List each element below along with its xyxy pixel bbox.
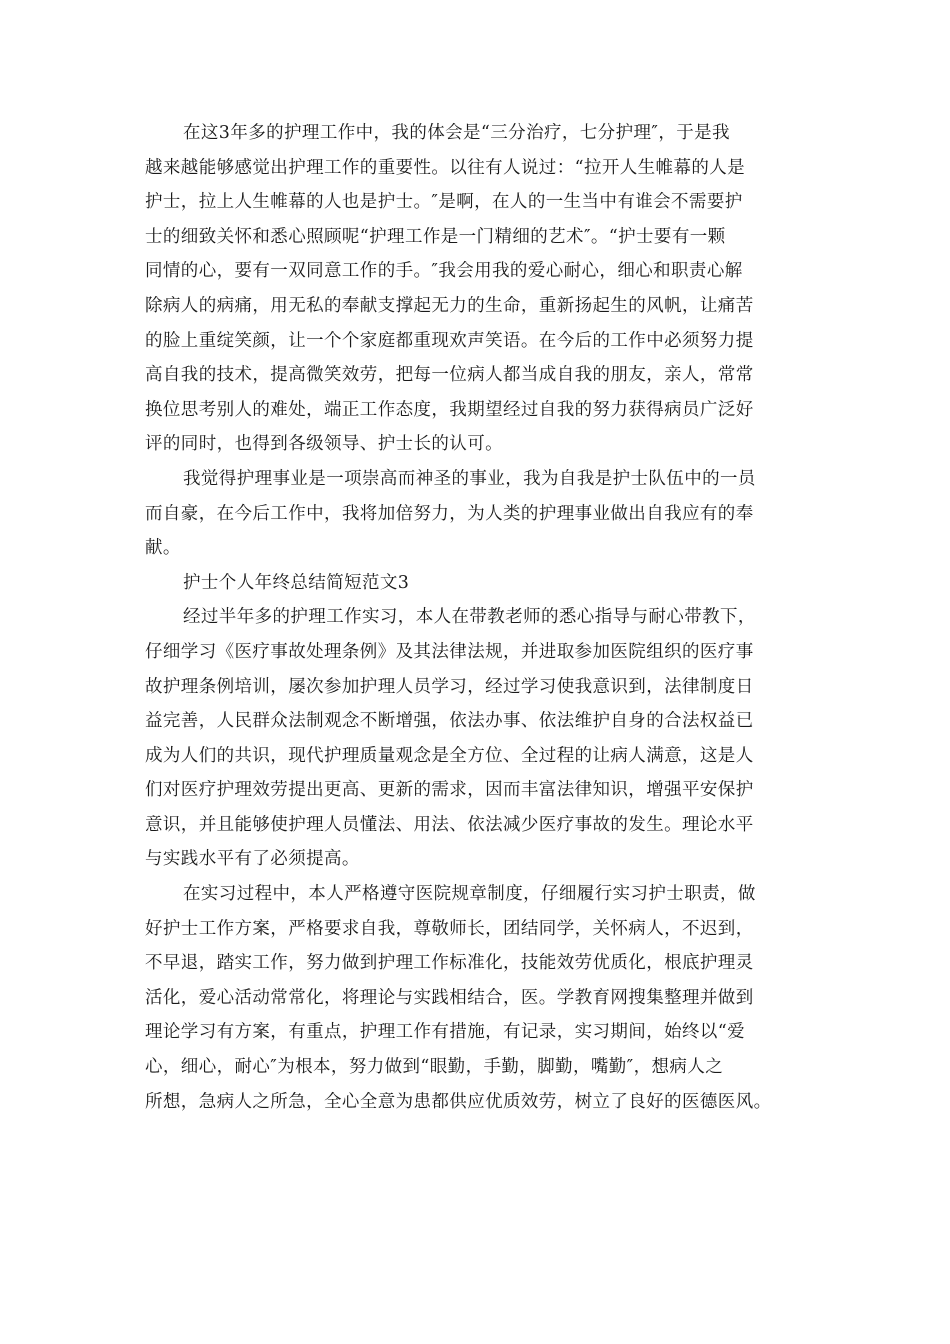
text-line: 越来越能够感觉出护理工作的重要性。以往有人说过：“拉开人生帷幕的人是 [145,157,746,178]
text-line: 我觉得护理事业是一项崇高而神圣的事业，我为自我是护士队伍中的一员 [183,468,756,489]
text-line: 不早退，踏实工作，努力做到护理工作标准化，技能效劳优质化，根底护理灵 [145,953,754,974]
text-line: 们对医疗护理效劳提出更高、更新的需求，因而丰富法律知识，增强平安保护 [145,780,754,801]
text-line: 好护士工作方案，严格要求自我，尊敬师长，团结同学，关怀病人，不迟到， [145,918,754,939]
text-line: 经过半年多的护理工作实习，本人在带教老师的悉心指导与耐心带教下， [183,607,756,628]
text-line: 理论学习有方案，有重点，护理工作有措施，有记录，实习期间，始终以“爱 [145,1022,746,1043]
text-line: 在这3年多的护理工作中，我的体会是“三分治疗，七分护理″，于是我 [183,123,730,143]
text-line: 的脸上重绽笑颜，让一个个家庭都重现欢声笑语。在今后的工作中必须努力提 [145,330,754,351]
text-line: 仔细学习《医疗事故处理条例》及其法律法规，并进取参加医院组织的医疗事 [145,641,754,662]
text-line: 评的同时，也得到各级领导、护士长的认可。 [145,434,503,455]
text-line: 高自我的技术，提高微笑效劳，把每一位病人都当成自我的朋友，亲人，常常 [145,365,754,386]
text-line: 故护理条例培训，屡次参加护理人员学习，经过学习使我意识到，法律制度日 [145,676,754,697]
text-line: 益完善，人民群众法制观念不断增强，依法办事、依法维护自身的合法权益已 [145,711,754,732]
text-line: 献。 [145,538,181,559]
text-line: 与实践水平有了必须提高。 [145,849,360,870]
text-line: 换位思考别人的难处，端正工作态度，我期望经过自我的努力获得病员广泛好 [145,399,754,420]
text-line: 成为人们的共识，现代护理质量观念是全方位、全过程的让病人满意，这是人 [145,745,754,766]
text-line: 护士，拉上人生帷幕的人也是护士。″是啊，在人的一生当中有谁会不需要护 [145,192,743,213]
document-body [145,116,805,1119]
text-line: 活化，爱心活动常常化，将理论与实践相结合，医。学教育网搜集整理并做到 [145,987,754,1008]
text-line: 意识，并且能够使护理人员懂法、用法、依法减少医疗事故的发生。理论水平 [145,814,754,835]
text-line: 心，细心，耐心″为根本，努力做到“眼勤，手勤，脚勤，嘴勤″，想病人之 [145,1057,724,1078]
text-line: 同情的心，要有一双同意工作的手。″我会用我的爱心耐心，细心和职责心解 [145,261,743,282]
text-line: 在实习过程中，本人严格遵守医院规章制度，仔细履行实习护士职责，做 [183,884,756,905]
text-line: 士的细致关怀和悉心照顾呢“护理工作是一门精细的艺术″。“护士要有一颗 [145,226,726,247]
text-line: 所想，急病人之所急，全心全意为患都供应优质效劳，树立了良好的医德医风。 [145,1091,772,1112]
text-line: 除病人的病痛，用无私的奉献支撑起无力的生命，重新扬起生的风帆，让痛苦 [145,295,754,316]
text-line: 而自豪，在今后工作中，我将加倍努力，为人类的护理事业做出自我应有的奉 [145,503,754,524]
section-heading: 护士个人年终总结简短范文3 [183,572,410,593]
